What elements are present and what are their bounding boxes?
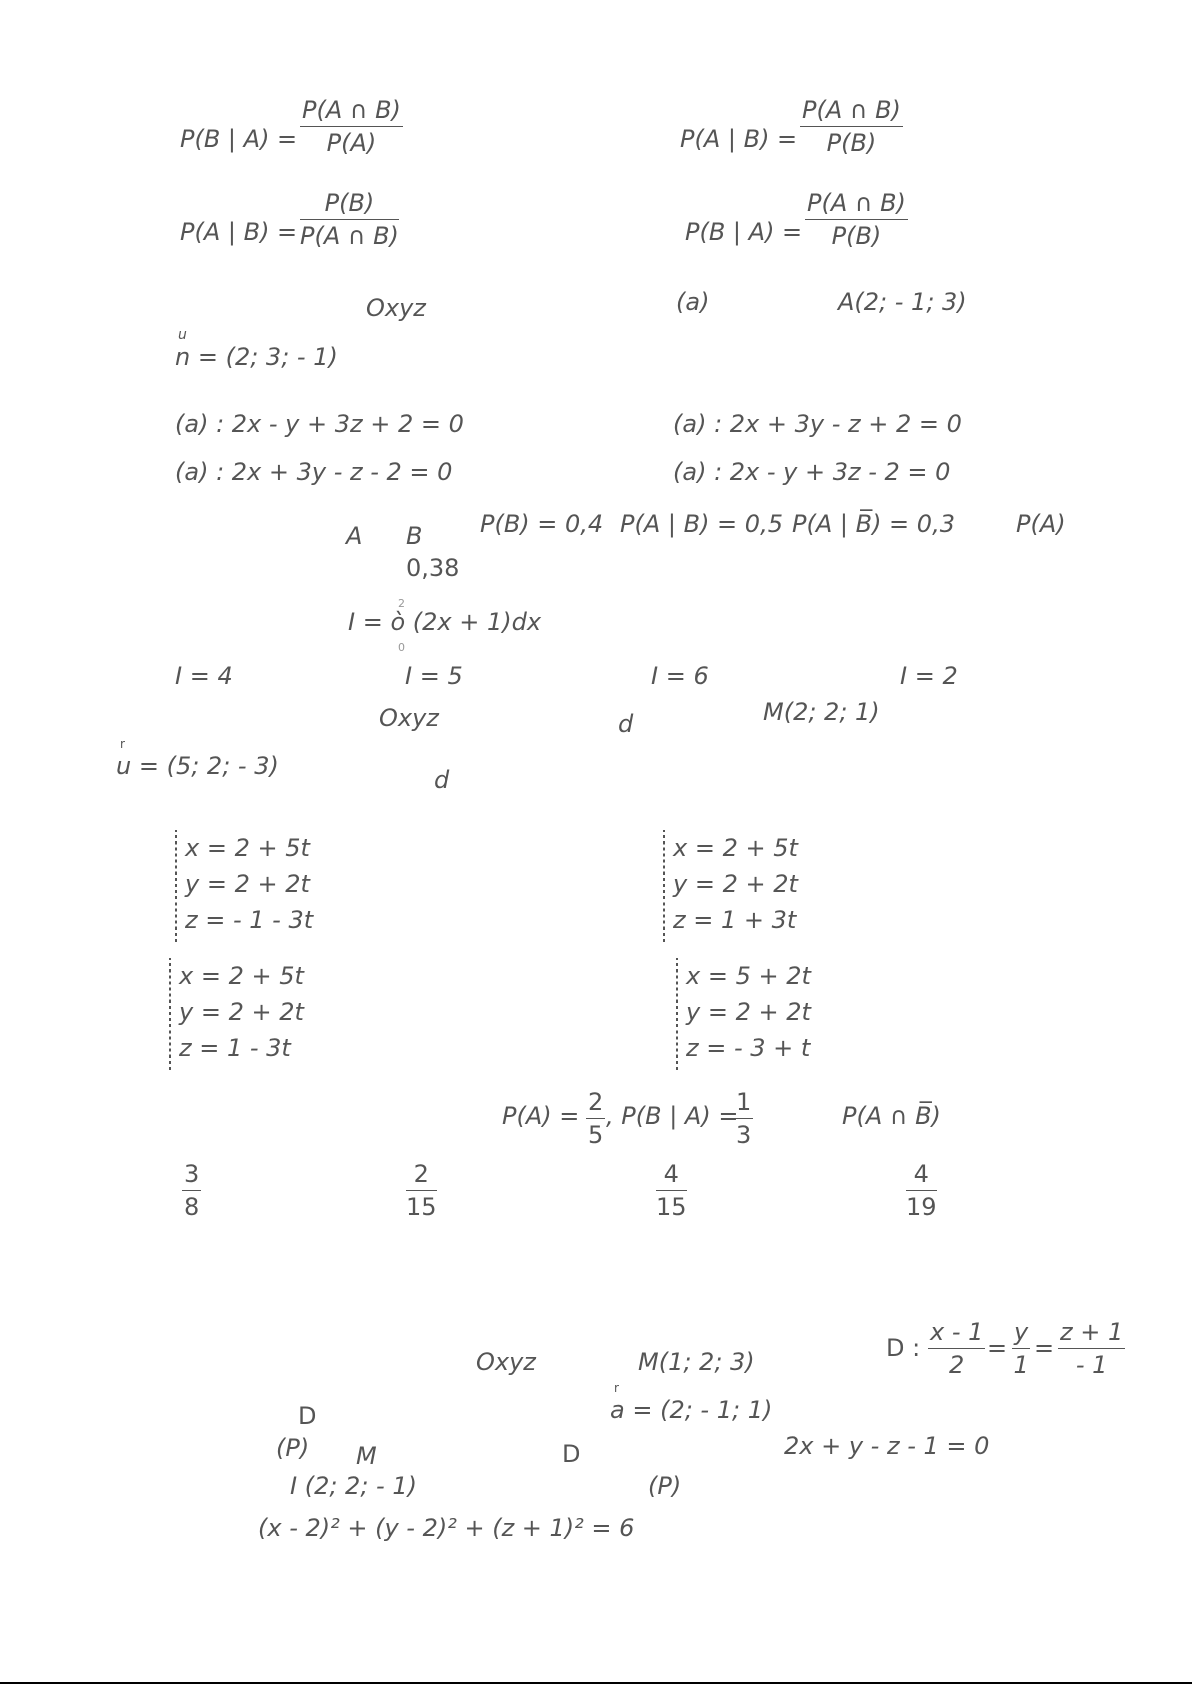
line-option-b-y: y = 2 + 2t — [673, 870, 798, 898]
line-option-d-y: y = 2 + 2t — [686, 998, 811, 1026]
vector-arrow-icon: r — [614, 1381, 619, 1395]
cond-prob-given-lhs: P(A) = — [502, 1102, 580, 1130]
total-prob-event-a: A — [346, 522, 363, 550]
fraction-bar — [300, 126, 403, 127]
fraction-numerator: 4 — [913, 1160, 929, 1188]
fraction-bar — [1012, 1348, 1030, 1349]
prob-formula-option-d-fraction — [805, 191, 908, 248]
prob-formula-option-b-lhs: P(A | B) = — [680, 125, 798, 153]
cond-prob-given-fraction-1 — [586, 1090, 605, 1147]
fraction-denominator: - 1 — [1075, 1351, 1108, 1379]
line-option-a-y: y = 2 + 2t — [185, 870, 310, 898]
line-option-c-y: y = 2 + 2t — [179, 998, 304, 1026]
sphere-line-fraction-1 — [928, 1320, 985, 1377]
fraction-denominator: 19 — [906, 1193, 937, 1221]
system-brace-icon — [175, 830, 183, 942]
fraction-numerator: 2 — [413, 1160, 429, 1188]
line-question-line-label: d — [618, 710, 634, 738]
prob-formula-option-a-fraction — [300, 98, 403, 155]
prob-formula-option-c-lhs: P(A | B) = — [180, 218, 298, 246]
fraction-numerator: y — [1014, 1318, 1029, 1346]
sphere-direction-vector: a = (2; - 1; 1) — [610, 1396, 773, 1424]
plane-option-c: (a) : 2x + 3y - z - 2 = 0 — [175, 458, 453, 486]
total-prob-target: P(A) — [1016, 510, 1066, 538]
fraction-numerator: P(A ∩ B) — [802, 96, 901, 124]
sphere-m-label: M — [356, 1442, 377, 1470]
integral-option-a: I = 4 — [175, 662, 233, 690]
fraction-denominator: 5 — [588, 1121, 604, 1149]
sphere-question-system: Oxyz — [476, 1348, 536, 1376]
line-option-c-x: x = 2 + 5t — [179, 962, 304, 990]
vector-arrow-icon: u — [178, 327, 187, 343]
prob-formula-option-b-fraction — [800, 98, 903, 155]
plane-question-plane-label: (a) — [676, 288, 710, 316]
total-prob-given-3: P(A | B̅) = 0,3 — [792, 510, 955, 538]
prob-formula-option-d-lhs: P(B | A) = — [685, 218, 803, 246]
prob-formula-option-c-fraction — [300, 191, 399, 248]
fraction-denominator: P(A ∩ B) — [300, 222, 399, 250]
integral-expression: I = ò (2x + 1)dx — [348, 608, 542, 636]
sphere-plane-p-label-2: (P) — [648, 1472, 682, 1500]
line-option-b-z: z = 1 + 3t — [673, 906, 797, 934]
fraction-denominator: P(A) — [326, 129, 377, 157]
page-bottom-border — [0, 1682, 1192, 1684]
total-prob-value: 0,38 — [406, 554, 460, 582]
line-question-direction: u = (5; 2; - 3) — [116, 752, 279, 780]
plane-question-normal: n = (2; 3; - 1) — [175, 343, 338, 371]
cond-prob-target: P(A ∩ B̅) — [842, 1102, 941, 1130]
equals-sign: = — [987, 1334, 1008, 1362]
plane-option-b: (a) : 2x + 3y - z + 2 = 0 — [673, 410, 962, 438]
fraction-numerator: P(B) — [324, 189, 375, 217]
cond-prob-option-d — [906, 1162, 937, 1219]
system-brace-icon — [676, 958, 684, 1070]
fraction-denominator: P(B) — [826, 129, 877, 157]
plane-question-system: Oxyz — [366, 294, 426, 322]
sphere-delta-label: D — [298, 1402, 317, 1430]
integral-upper-limit: 2 — [398, 597, 405, 610]
sphere-plane-p-label: (P) — [276, 1434, 310, 1462]
plane-option-d: (a) : 2x - y + 3z - 2 = 0 — [673, 458, 951, 486]
integral-option-c: I = 6 — [651, 662, 709, 690]
fraction-bar — [805, 219, 908, 220]
sphere-delta-label-2: D — [562, 1440, 581, 1468]
total-prob-given-1: P(B) = 0,4 — [480, 510, 604, 538]
fraction-bar — [928, 1348, 985, 1349]
fraction-bar — [182, 1190, 201, 1191]
system-brace-icon — [169, 958, 177, 1070]
vector-arrow-icon: r — [120, 737, 125, 751]
fraction-denominator: 2 — [949, 1351, 965, 1379]
line-option-d — [686, 958, 811, 1066]
fraction-numerator: z + 1 — [1060, 1318, 1124, 1346]
fraction-denominator: 15 — [406, 1193, 437, 1221]
equals-sign: = — [1034, 1334, 1055, 1362]
fraction-denominator: 8 — [184, 1193, 200, 1221]
integral-option-b: I = 5 — [405, 662, 463, 690]
fraction-bar — [586, 1118, 605, 1119]
cond-prob-option-c — [656, 1162, 687, 1219]
cond-prob-given-middle: , P(B | A) = — [606, 1102, 739, 1130]
cond-prob-given-fraction-2 — [734, 1090, 753, 1147]
integral-lower-limit: 0 — [398, 641, 405, 654]
sphere-center: I (2; 2; - 1) — [290, 1472, 417, 1500]
fraction-numerator: 4 — [663, 1160, 679, 1188]
sphere-equation: (x - 2)² + (y - 2)² + (z + 1)² = 6 — [258, 1514, 635, 1542]
sphere-line-lhs: D : — [886, 1334, 921, 1362]
fraction-numerator: P(A ∩ B) — [807, 189, 906, 217]
integral-option-d: I = 2 — [900, 662, 958, 690]
fraction-numerator: 3 — [184, 1160, 200, 1188]
fraction-denominator: P(B) — [831, 222, 882, 250]
line-option-b-x: x = 2 + 5t — [673, 834, 798, 862]
fraction-numerator: P(A ∩ B) — [302, 96, 401, 124]
line-option-a — [185, 830, 313, 938]
line-option-d-x: x = 5 + 2t — [686, 962, 811, 990]
prob-formula-option-a-lhs: P(B | A) = — [180, 125, 298, 153]
fraction-bar — [734, 1118, 753, 1119]
sphere-question-point: M(1; 2; 3) — [638, 1348, 755, 1376]
line-question-point: M(2; 2; 1) — [763, 698, 880, 726]
line-option-b — [673, 830, 798, 938]
line-option-a-x: x = 2 + 5t — [185, 834, 310, 862]
line-option-c-z: z = 1 - 3t — [179, 1034, 291, 1062]
fraction-denominator: 1 — [1013, 1351, 1029, 1379]
fraction-numerator: 2 — [588, 1088, 604, 1116]
fraction-bar — [656, 1190, 687, 1191]
sphere-line-fraction-3 — [1058, 1320, 1125, 1377]
line-option-a-z: z = - 1 - 3t — [185, 906, 314, 934]
line-question-line-label-2: d — [434, 766, 450, 794]
fraction-denominator: 3 — [736, 1121, 752, 1149]
line-question-system: Oxyz — [379, 704, 439, 732]
fraction-bar — [1058, 1348, 1125, 1349]
fraction-denominator: 15 — [656, 1193, 687, 1221]
sphere-line-fraction-2 — [1012, 1320, 1030, 1377]
total-prob-given-2: P(A | B) = 0,5 — [620, 510, 783, 538]
cond-prob-option-a — [182, 1162, 201, 1219]
fraction-bar — [406, 1190, 437, 1191]
plane-option-a: (a) : 2x - y + 3z + 2 = 0 — [175, 410, 464, 438]
line-option-c — [179, 958, 304, 1066]
fraction-bar — [800, 126, 903, 127]
fraction-bar — [906, 1190, 937, 1191]
total-prob-event-b: B — [406, 522, 423, 550]
plane-question-point: A(2; - 1; 3) — [838, 288, 967, 316]
cond-prob-option-b — [406, 1162, 437, 1219]
fraction-bar — [300, 219, 399, 220]
sphere-plane-equation: 2x + y - z - 1 = 0 — [784, 1432, 990, 1460]
line-option-d-z: z = - 3 + t — [686, 1034, 811, 1062]
fraction-numerator: 1 — [736, 1088, 752, 1116]
system-brace-icon — [663, 830, 671, 942]
fraction-numerator: x - 1 — [930, 1318, 984, 1346]
